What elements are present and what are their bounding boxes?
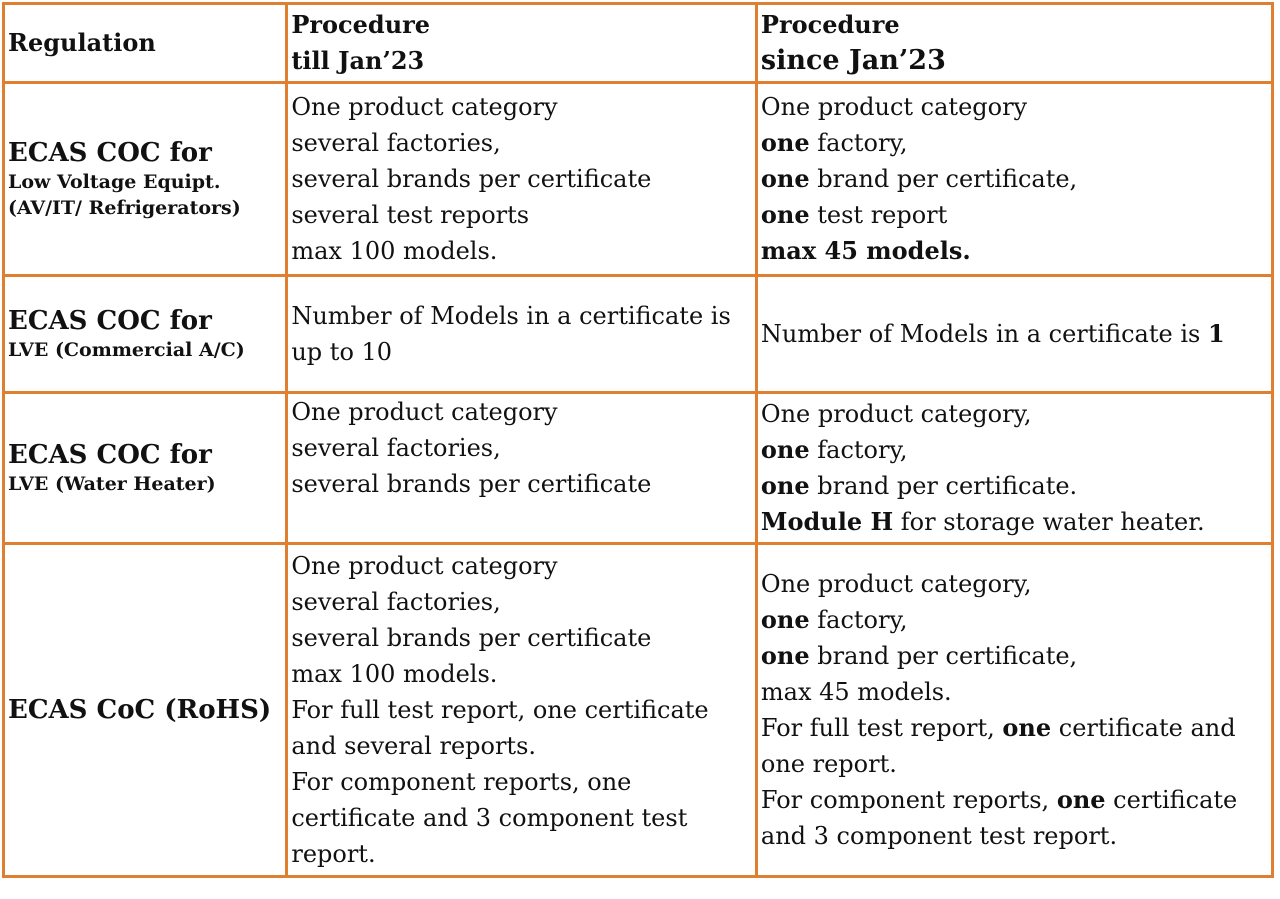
regulation-subtitle: LVE (Water Heater) [8, 473, 216, 495]
procedure-line: One product category [291, 398, 558, 426]
regulation-cell [4, 393, 287, 544]
procedure-line [761, 316, 1268, 352]
procedure-line [761, 602, 1268, 638]
emphasis-text: one [760, 435, 810, 464]
procedure-line: several factories, [291, 588, 501, 616]
procedure-since-cell [756, 544, 1272, 877]
emphasis-text: one [760, 200, 810, 229]
regulation-cell [4, 544, 287, 877]
procedure-line: and several reports. [291, 732, 537, 760]
procedure-text: brand per certificate, [809, 165, 1078, 193]
emphasis-text: 1 [1207, 319, 1225, 348]
procedure-line: For full test report, one certificate [291, 696, 709, 724]
procedure-line [761, 638, 1268, 674]
procedure-line: report. [291, 840, 376, 868]
procedure-till-cell [287, 544, 757, 877]
procedure-till-cell [287, 83, 757, 276]
emphasis-text: one [760, 605, 810, 634]
procedure-line [761, 233, 1268, 269]
regulation-subtitle: Low Voltage Equipt. [8, 171, 221, 193]
procedure-since-cell [756, 393, 1272, 544]
procedure-line: Number of Models in a certificate is [291, 302, 731, 330]
table-row [4, 83, 1273, 276]
emphasis-text: one [1002, 713, 1052, 742]
procedure-text: For component reports, [760, 786, 1057, 814]
procedure-line: max 100 models. [291, 237, 498, 265]
emphasis-text: one [760, 471, 810, 500]
emphasis-text: max 45 models. [760, 236, 971, 265]
procedure-since-cell [756, 276, 1272, 393]
emphasis-text: one [760, 641, 810, 670]
procedure-since-cell [756, 83, 1272, 276]
emphasis-text: one [1056, 785, 1106, 814]
procedure-text: certificate and [1051, 714, 1236, 742]
table-row [4, 276, 1273, 393]
procedure-line: several test reports [291, 201, 530, 229]
procedure-line [761, 504, 1268, 540]
header-till-line2: till Jan’23 [291, 46, 425, 75]
header-since-line2: since Jan’23 [760, 45, 946, 76]
procedure-text: brand per certificate, [809, 642, 1078, 670]
header-since-line1: Procedure [760, 10, 900, 39]
emphasis-text: one [760, 164, 810, 193]
regulation-cell [4, 83, 287, 276]
procedure-line: One product category [291, 552, 558, 580]
procedure-line: several factories, [291, 434, 501, 462]
procedure-text: factory, [809, 606, 908, 634]
regulation-comparison-table [2, 2, 1274, 878]
header-till-line1: Procedure [291, 10, 431, 39]
procedure-line: several brands per certificate [291, 470, 652, 498]
header-regulation-label: Regulation [8, 28, 156, 57]
procedure-line: up to 10 [291, 338, 393, 366]
procedure-till-cell [287, 393, 757, 544]
regulation-title: ECAS COC for [8, 138, 212, 168]
procedure-text: For full test report, [760, 714, 1003, 742]
procedure-till-cell [287, 276, 757, 393]
procedure-line: several brands per certificate [291, 165, 652, 193]
procedure-line [761, 197, 1268, 233]
table-header-row [4, 4, 1273, 83]
procedure-line [761, 432, 1268, 468]
emphasis-text: one [760, 128, 810, 157]
regulation-title: ECAS CoC (RoHS) [8, 695, 272, 725]
regulation-title: ECAS COC for [8, 306, 212, 336]
regulation-subtitle: (AV/IT/ Refrigerators) [8, 197, 241, 219]
procedure-line: certificate and 3 component test [291, 804, 688, 832]
procedure-text: test report [809, 201, 948, 229]
procedure-line: One product category, [760, 570, 1032, 598]
procedure-line [761, 161, 1268, 197]
regulation-cell [4, 276, 287, 393]
procedure-line: For component reports, one [291, 768, 632, 796]
procedure-line [761, 468, 1268, 504]
procedure-text: Number of Models in a certificate is [760, 320, 1208, 348]
header-procedure-till [287, 4, 757, 83]
procedure-text: factory, [809, 436, 908, 464]
emphasis-text: Module H [760, 507, 894, 536]
table-row [4, 393, 1273, 544]
header-procedure-since [756, 4, 1272, 83]
procedure-text: factory, [809, 129, 908, 157]
procedure-line [761, 125, 1268, 161]
procedure-line: One product category [291, 93, 558, 121]
procedure-line: one report. [760, 750, 897, 778]
procedure-line: max 45 models. [760, 678, 952, 706]
procedure-line: several factories, [291, 129, 501, 157]
procedure-line: One product category, [760, 400, 1032, 428]
procedure-line: several brands per certificate [291, 624, 652, 652]
procedure-line [761, 782, 1268, 818]
header-regulation [4, 4, 287, 83]
procedure-text: certificate [1105, 786, 1238, 814]
procedure-text: for storage water heater. [893, 508, 1205, 536]
table-row [4, 544, 1273, 877]
regulation-subtitle: LVE (Commercial A/C) [8, 339, 245, 361]
procedure-line: and 3 component test report. [760, 822, 1118, 850]
procedure-line [761, 710, 1268, 746]
procedure-line: One product category [760, 93, 1028, 121]
procedure-text: brand per certificate. [809, 472, 1078, 500]
procedure-line: max 100 models. [291, 660, 498, 688]
regulation-title: ECAS COC for [8, 440, 212, 470]
regulation-comparison-table-wrapper [2, 2, 1274, 878]
